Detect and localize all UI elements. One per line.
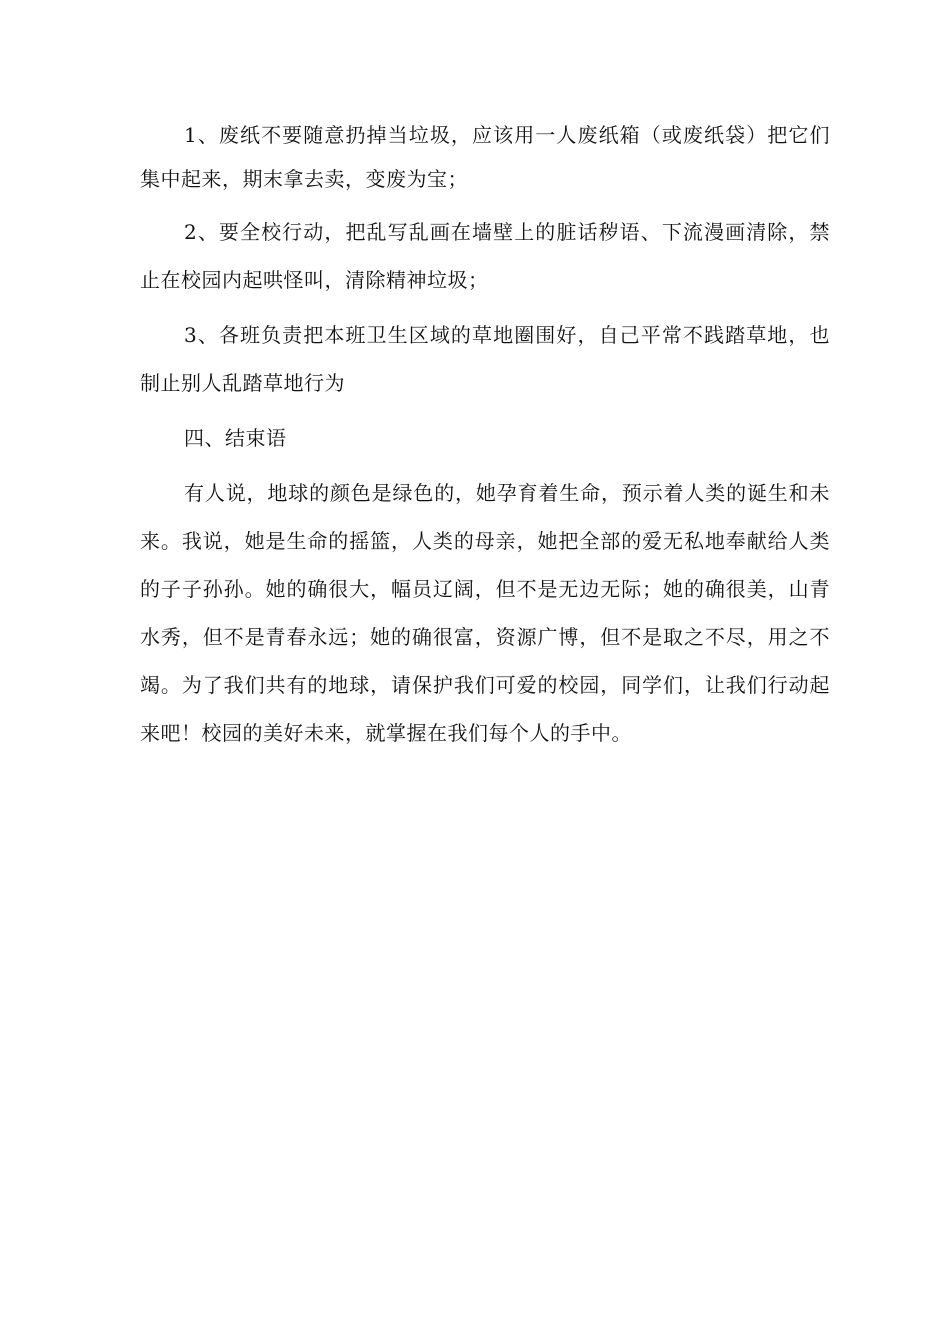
list-item-graffiti: 2、要全校行动，把乱写乱画在墙壁上的脏话秽语、下流漫画清除，禁止在校园内起哄怪叫，清除精神垃圾； [140, 220, 830, 292]
closing-paragraph: 有人说，地球的颜色是绿色的，她孕育着生命，预示着人类的诞生和未来。我说，她是生命的摇篮，人类的母亲，她把全部的爱无私地奉献给人类的子子孙孙。她的确很大，幅员辽阔，但不是无边无际；她的确很美，山青水秀，但不是青春永远；她的确很富，资源广博，但不是取之不尽，用之不竭。为了我们共有的地球，请保护我们可爱的校园，同学们，让我们行动起来吧！校园的美好未来，就掌握在我们每个人的手中。 [140, 481, 830, 745]
list-item-waste-paper: 1、废纸不要随意扔掉当垃圾，应该用一人废纸箱（或废纸袋）把它们集中起来，期末拿去卖，变废为宝； [140, 123, 830, 191]
document-body [140, 113, 830, 764]
section-heading: 四、结束语 [184, 426, 287, 450]
list-item-lawn: 3、各班负责把本班卫生区域的草地圈围好，自己平常不践踏草地，也制止别人乱踏草地行为 [140, 323, 830, 395]
